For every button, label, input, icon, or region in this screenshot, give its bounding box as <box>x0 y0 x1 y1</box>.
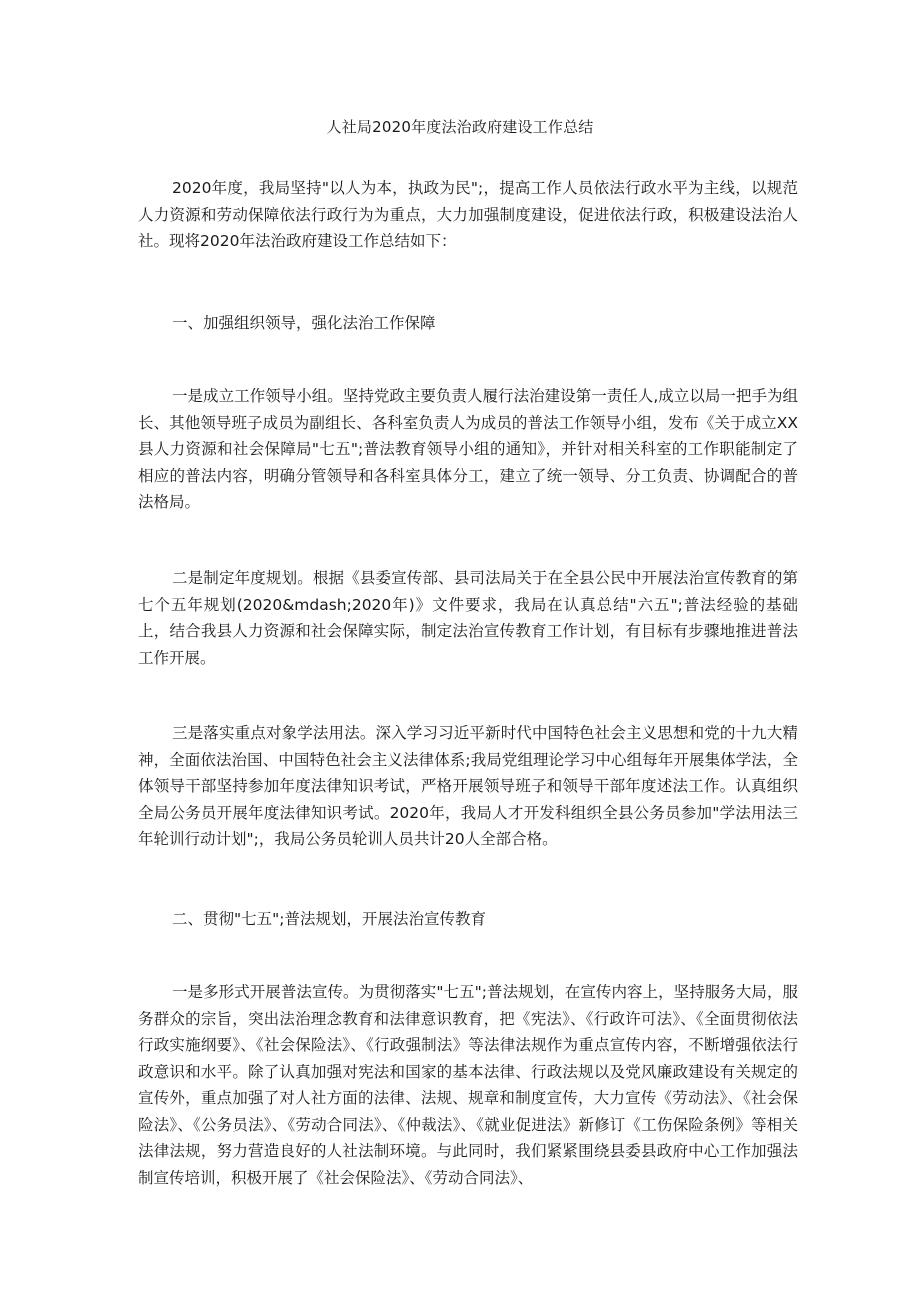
section-1-heading: 一、加强组织领导，强化法治工作保障 <box>172 314 436 332</box>
section-1-paragraph-2: 二是制定年度规划。根据《县委宣传部、县司法局关于在全县公民中开展法治宣传教育的第七个五年规划(2020&mdash;2020年)》文件要求，我局在认真总结"六五";普法经验的基础上，结合我县人力资源和社会保障实际，制定法治宣传教育工作计划，有目标有步骤地推进普法工作开展。 <box>138 569 798 667</box>
document-title: 人社局2020年度法治政府建设工作总结 <box>326 118 594 136</box>
section-1-paragraph-3: 三是落实重点对象学法用法。深入学习习近平新时代中国特色社会主义思想和党的十九大精神，全面依法治国、中国特色社会主义法律体系;我局党组理论学习中心组每年开展集体学法，全体领导干部坚持参加年度法律知识考试，严格开展领导班子和领导干部年度述法工作。认真组织全局公务员开展年度法律知识考试。2020年，我局人才开发科组织全县公务员参加"学法用法三年轮训行动计划";，我局公务员轮训人员共计20人全部合格。 <box>138 724 798 848</box>
section-2-paragraph-1: 一是多形式开展普法宣传。为贯彻落实"七五";普法规划，在宣传内容上，坚持服务大局，服务群众的宗旨，突出法治理念教育和法律意识教育，把《宪法》、《行政许可法》、《全面贯彻依法行政实施纲要》、《社会保险法》、《行政强制法》等法律法规作为重点宣传内容，不断增强依法行政意识和水平。除了认真加强对宪法和国家的基本法律、行政法规以及党风廉政建设有关规定的宣传外，重点加强了对人社方面的法律、法规、规章和制度宣传，大力宣传《劳动法》、《社会保险法》、《公务员法》、《劳动合同法》、《仲裁法》、《就业促进法》新修订《工伤保险条例》等相关法律法规，努力营造良好的人社法制环境。与此同时，我们紧紧围绕县委县政府中心工作加强法制宣传培训，积极开展了《社会保险法》、《劳动合同法》、 <box>138 983 798 1187</box>
section-1-paragraph-1: 一是成立工作领导小组。坚持党政主要负责人履行法治建设第一责任人,成立以局一把手为组长、其他领导班子成员为副组长、各科室负责人为成员的普法工作领导小组，发布《关于成立XX县人力资源和社会保障局"七五";普法教育领导小组的通知》，并针对相关科室的工作职能制定了相应的普法内容，明确分管领导和各科室具体分工，建立了统一领导、分工负责、协调配合的普法格局。 <box>138 387 798 511</box>
section-2-heading: 二、贯彻"七五";普法规划，开展法治宣传教育 <box>172 910 486 928</box>
intro-paragraph: 2020年度，我局坚持"以人为本，执政为民";，提高工作人员依法行政水平为主线，以规范人力资源和劳动保障依法行政行为为重点，大力加强制度建设，促进依法行政，积极建设法治人社。现将2020年法治政府建设工作总结如下： <box>138 179 798 250</box>
